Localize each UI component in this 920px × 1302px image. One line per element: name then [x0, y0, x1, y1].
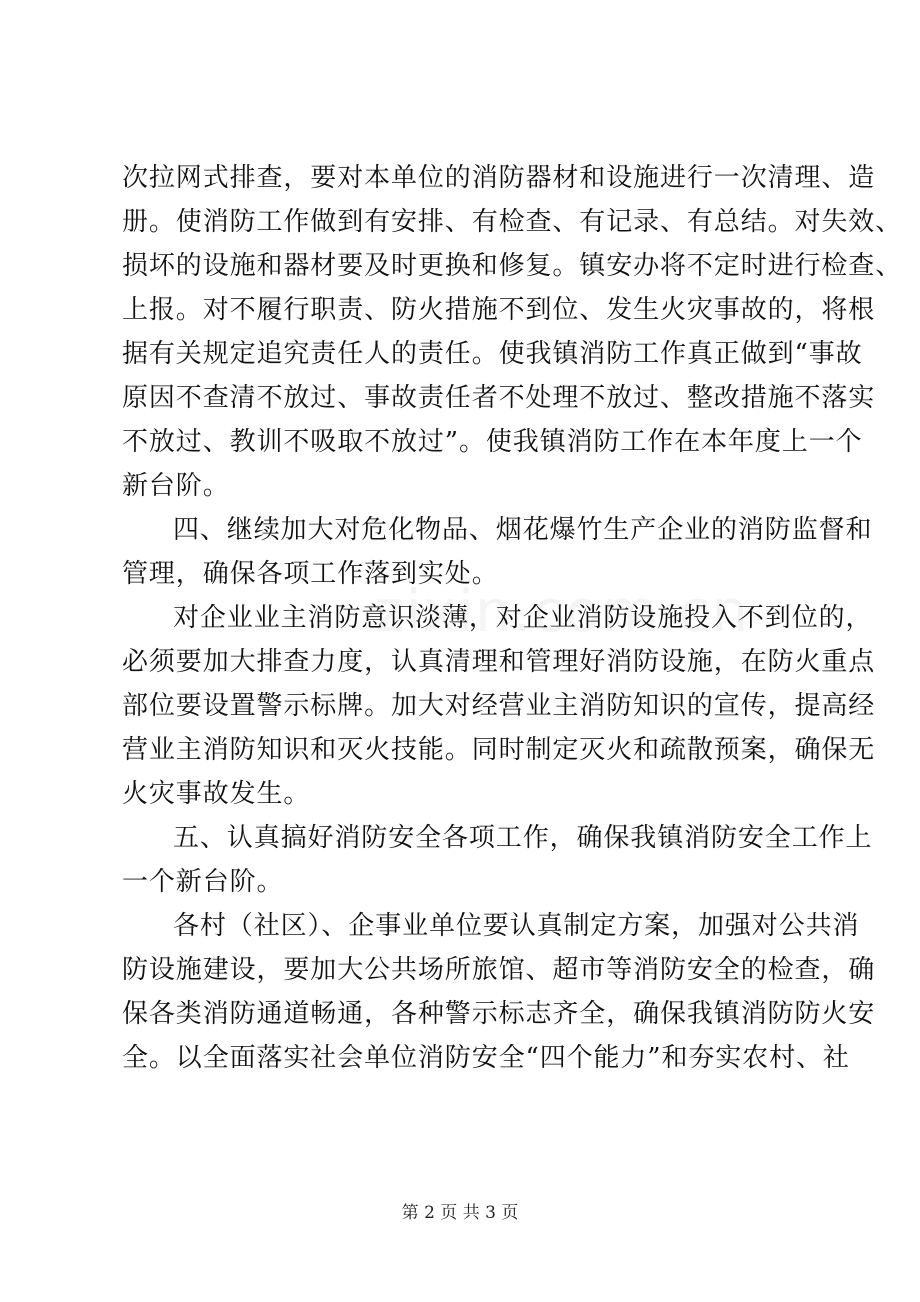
text-line: 不放过、教训不吸取不放过”。使我镇消防工作在本年度上一个: [122, 427, 863, 457]
text-line: 损坏的设施和器材要及时更换和修复。镇安办将不定时进行检查、: [122, 251, 903, 281]
text-line: 据有关规定追究责任人的责任。使我镇消防工作真正做到“事故: [122, 339, 863, 369]
text-line: 新台阶。: [122, 471, 230, 501]
text-line: 上报。对不履行职责、防火措施不到位、发生火灾事故的，将根: [122, 295, 876, 325]
page-footer: 第 2 页 共 3 页: [401, 1203, 519, 1223]
text-line: 火灾事故发生。: [122, 779, 311, 809]
text-line: 原因不查清不放过、事故责任者不处理不放过、整改措施不落实: [122, 383, 876, 413]
text-line: 部位要设置警示标牌。加大对经营业主消防知识的宣传，提高经: [122, 691, 876, 721]
text-line: 防设施建设，要加大公共场所旅馆、超市等消防安全的检查，确: [122, 955, 876, 985]
section-heading-4-cont: 管理，确保各项工作落到实处。: [122, 559, 499, 589]
text-line: 次拉网式排查，要对本单位的消防器材和设施进行一次清理、造: [122, 163, 876, 193]
text-line: 各村（社区）、企事业单位要认真制定方案，加强对公共消: [173, 911, 860, 941]
text-line: 对企业业主消防意识淡薄，对企业消防设施投入不到位的，: [173, 603, 873, 633]
section-heading-4: 四、继续加大对危化物品、烟花爆竹生产企业的消防监督和: [173, 515, 873, 545]
text-line: 全。以全面落实社会单位消防安全“四个能力”和夯实农村、社: [122, 1043, 850, 1073]
text-line: 保各类消防通道畅通，各种警示标志齐全，确保我镇消防防火安: [122, 999, 876, 1029]
text-line: 册。使消防工作做到有安排、有检查、有记录、有总结。对失效、: [122, 207, 903, 237]
text-line: 营业主消防知识和灭火技能。同时制定灭火和疏散预案，确保无: [122, 735, 876, 765]
section-heading-5-cont: 一个新台阶。: [122, 867, 284, 897]
text-line: 必须要加大排查力度，认真清理和管理好消防设施，在防火重点: [122, 647, 876, 677]
section-heading-5: 五、认真搞好消防安全各项工作，确保我镇消防安全工作上: [173, 823, 873, 853]
